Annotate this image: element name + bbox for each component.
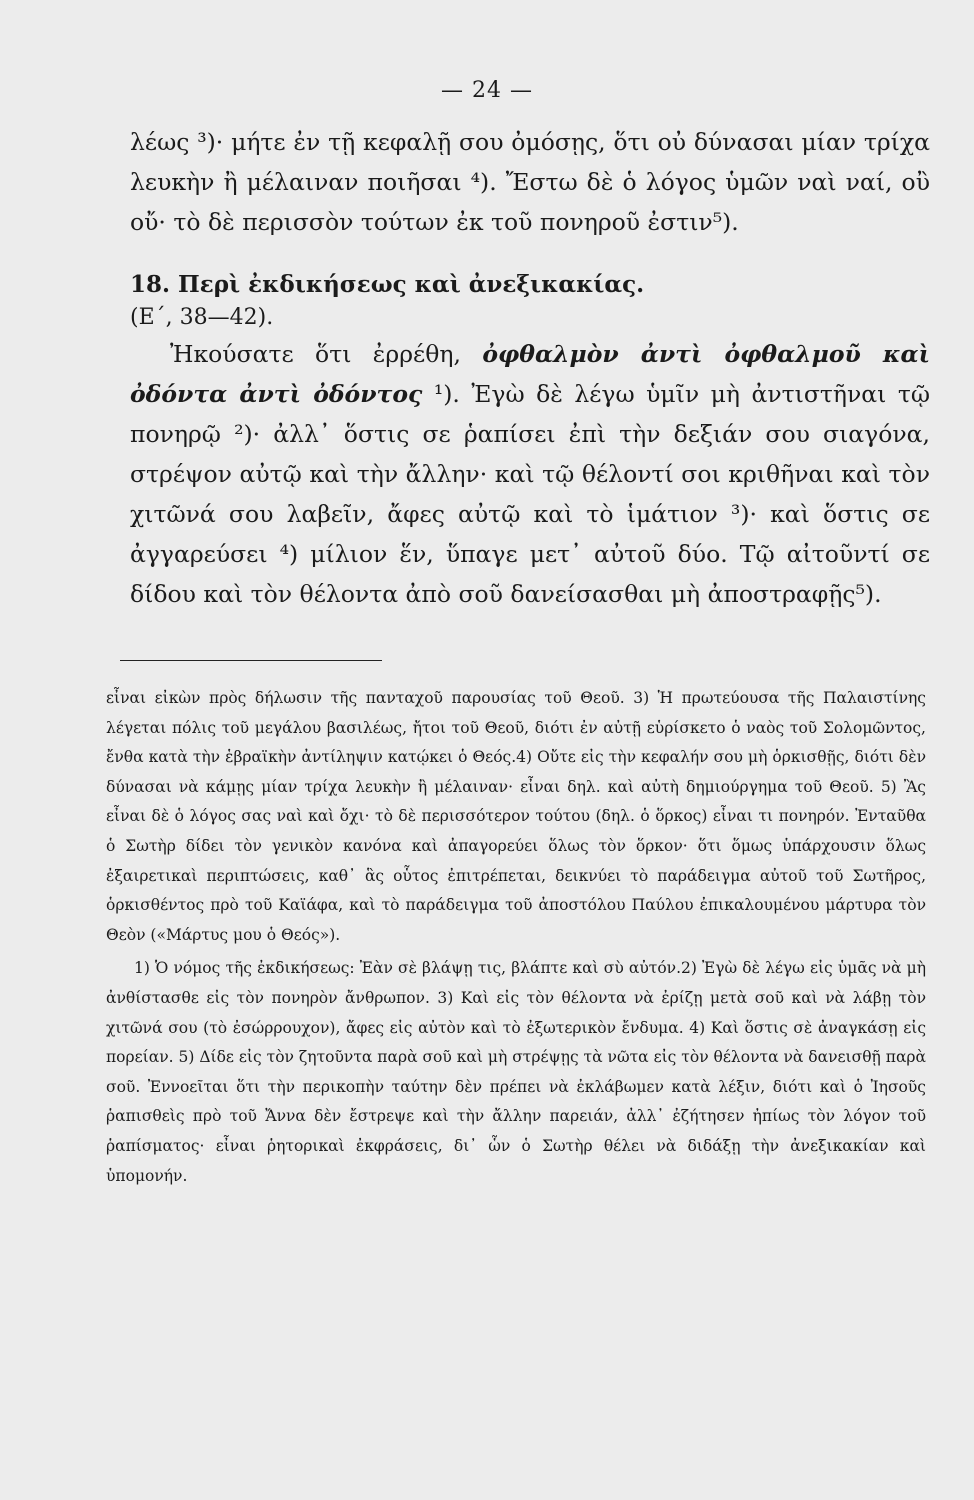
- footnotes-current: 1) Ὁ νόμος τῆς ἐκδικήσεως: Ἐὰν σὲ βλάψῃ τις, βλάπτε καὶ σὺ αὐτόν.2) Ἐγὼ δὲ λέγω εἰς ὑμᾶς νὰ μὴ ἀνθίστασθε εἰς τὸν πονηρὸν ἄνθρωπον. 3) Καὶ εἰς τὸν θέλοντα νὰ ἐρίζῃ μετὰ σοῦ καὶ νὰ λάβῃ τὸν χιτῶνά σου (τὸ ἐσώρρουχον), ἄφες εἰς αὐτὸν καὶ τὸ ἐξωτερικὸν ἔνδυμα. 4) Καὶ ὅστις σὲ ἀναγκάσῃ εἰς πορείαν. 5) Δίδε εἰς τὸν ζητοῦντα παρὰ σοῦ καὶ μὴ στρέψῃς τὰ νῶτα εἰς τὸν θέλοντα νὰ δανεισθῇ παρὰ σοῦ. Ἐννοεῖται ὅτι τὴν περικοπὴν ταύτην δὲν πρέπει νὰ ἐκλάβωμεν κατὰ λέξιν, διότι καὶ ὁ Ἰησοῦς ῥαπισθεὶς πρὸ τοῦ Ἄννα δὲν ἔστρεψε καὶ τὴν ἄλλην παρειάν, ἀλλ᾽ ἐζήτησεν ἠπίως τὸν λόγον τοῦ ῥαπίσματος· εἶναι ῥητορικαὶ ἐκφράσεις, δι᾽ ὧν ὁ Σωτὴρ θέλει νὰ διδάξῃ τὴν ἀνεξικακίαν καὶ ὑπομονήν.: [106, 959, 926, 1185]
- paragraph-start: Ἠκούσατε ὅτι ἐρρέθη,: [170, 340, 483, 368]
- section-paragraph: [130, 334, 930, 614]
- paragraph-rest: ¹). Ἐγὼ δὲ λέγω ὑμῖν μὴ ἀντιστῆναι τῷ πονηρῷ ²)· ἀλλ᾽ ὅστις σε ῥαπίσει ἐπὶ τὴν δεξιάν σου σιαγόνα, στρέψον αὐτῷ καὶ τὴν ἄλλην· καὶ τῷ θέλοντί σοι κριθῆναι καὶ τὸν χιτῶνά σου λαβεῖν, ἄφες αὐτῷ καὶ τὸ ἱμάτιον ³)· καὶ ὅστις σε ἀγγαρεύσει ⁴) μίλιον ἕν, ὕπαγε μετ᾽ αὐτοῦ δύο. Τῷ αἰτοῦντί σε δίδου καὶ τὸν θέλοντα ἀπὸ σοῦ δανείσασθαι μὴ ἀποστραφῇς⁵).: [130, 380, 930, 608]
- footnotes-continued: εἶναι εἰκὼν πρὸς δήλωσιν τῆς πανταχοῦ παρουσίας τοῦ Θεοῦ. 3) Ἡ πρωτεύουσα τῆς Παλαιστίνης λέγεται πόλις τοῦ μεγάλου βασιλέως, ἤτοι τοῦ Θεοῦ, διότι ἐν αὐτῇ εὑρίσκετο ὁ ναὸς τοῦ Σολομῶντος, ἔνθα κατὰ τὴν ἑβραϊκὴν ἀντίληψιν κατῴκει ὁ Θεός.4) Οὔτε εἰς τὴν κεφαλήν σου μὴ ὁρκισθῇς, διότι δὲν δύνασαι νὰ κάμῃς μίαν τρίχα λευκὴν ἢ μέλαιναν· εἶναι δηλ. καὶ αὐτὴ δημιούργημα τοῦ Θεοῦ. 5) Ἂς εἶναι δὲ ὁ λόγος σας ναὶ καὶ ὄχι· τὸ δὲ περισσότερον τούτου (δηλ. ὁ ὅρκος) εἶναι τι πονηρόν. Ἐνταῦθα ὁ Σωτὴρ δίδει τὸν γενικὸν κανόνα καὶ ἀπαγορεύει ὅλως τὸν ὅρκον· ὅτι ὅμως ὑπάρχουσιν ὅλως ἐξαιρετικαὶ περιπτώσεις, καθ᾽ ἃς οὗτος ἐπιτρέπεται, δεικνύει τὸ παράδειγμα αὐτοῦ τοῦ Σωτῆρος, ὁρκισθέντος πρὸ τοῦ Καϊάφα, καὶ τὸ παράδειγμα τοῦ ἀποστόλου Παύλου ἐπικαλουμένου μάρτυρα τὸν Θεὸν («Μάρτυς μου ὁ Θεός»).: [106, 689, 926, 944]
- page-number: — 24 —: [441, 78, 533, 103]
- intro-paragraph: λέως ³)· μήτε ἐν τῇ κεφαλῇ σου ὀμόσῃς, ὅτι οὐ δύνασαι μίαν τρίχα λευκὴν ἢ μέλαιναν ποιῆσαι ⁴). Ἔστω δὲ ὁ λόγος ὑμῶν ναὶ ναί, οὒ οὔ· τὸ δὲ περισσὸν τούτων ἐκ τοῦ πονηροῦ ἐστιν⁵).: [130, 128, 930, 236]
- section-reference: (Ε΄, 38—42).: [130, 305, 274, 330]
- emphasized-quote: ὀφθαλμὸν ἀντὶ ὀφθαλμοῦ καὶ ὀδόντα ἀντὶ ὀδόντος: [130, 340, 930, 408]
- main-text: [130, 122, 930, 614]
- footnote-separator: [120, 660, 382, 661]
- footnotes: [106, 684, 926, 1191]
- section-heading: 18. Περὶ ἐκδικήσεως καὶ ἀνεξικακίας.: [130, 271, 645, 298]
